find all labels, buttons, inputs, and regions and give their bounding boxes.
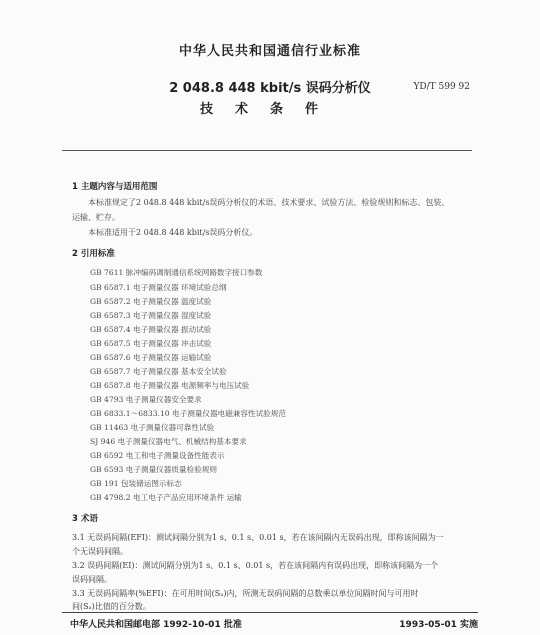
ref-item: GB 6587.3 电子测量仪器 湿度试验 xyxy=(90,311,212,320)
ref-item: GB 191 包装储运图示标志 xyxy=(90,479,182,488)
section1-heading: 1 主题内容与适用范围 xyxy=(72,182,158,192)
footer-divider xyxy=(62,612,478,613)
section1-para1-line1: 本标准规定了2 048.8 448 kbit/s误码分析仪的术语、技术要求、试验方法、检验规则和标志、包装、 xyxy=(88,198,450,207)
ref-item: GB 6833.1～6833.10 电子测量仪器电磁兼容性试验规范 xyxy=(90,409,286,418)
section2-heading: 2 引用标准 xyxy=(72,249,115,259)
term-3-3-line1: 3.3 无误码间隔率(%EFI)：在可用时间(Sₐ)内，所测无误码间隔的总数乘以单位间隔时间与可用时 xyxy=(72,589,419,598)
standard-title-line2: 技术条件 xyxy=(199,102,340,117)
standard-title-line1: 2 048.8 448 kbit/s 误码分析仪 xyxy=(169,81,371,96)
section1-para2: 本标准适用于2 048.8 448 kbit/s误码分析仪。 xyxy=(88,228,258,237)
ref-item: GB 6592 电工和电子测量设备性能表示 xyxy=(90,451,225,460)
ref-item: GB 11463 电子测量仪器可靠性试验 xyxy=(90,423,215,432)
org-title: 中华人民共和国通信行业标准 xyxy=(178,44,361,59)
ref-item: GB 6587.5 电子测量仪器 冲击试验 xyxy=(90,339,212,348)
term-3-2-line1: 3.2 误码间隔(EI)：测试间隔分别为1 s、0.1 s、0.01 s，若在该间隔内有误码出现，即称该间隔为一个 xyxy=(72,561,439,570)
term-3-3-line2: 间(Sₐ)比值的百分数。 xyxy=(72,602,151,611)
ref-item: GB 4798.2 电工电子产品应用环境条件 运输 xyxy=(90,493,242,502)
ref-item: GB 6587.6 电子测量仪器 运输试验 xyxy=(90,353,212,362)
standard-code: YD/T 599 92 xyxy=(413,82,470,92)
implementation-note: 1993-05-01 实施 xyxy=(399,620,478,630)
ref-item: GB 4793 电子测量仪器安全要求 xyxy=(90,395,202,404)
section3-heading: 3 术语 xyxy=(72,514,98,524)
ref-item: SJ 946 电子测量仪器电气、机械结构基本要求 xyxy=(90,437,247,446)
ref-item: GB 6587.8 电子测量仪器 电源频率与电压试验 xyxy=(90,381,250,390)
ref-item: GB 6587.7 电子测量仪器 基本安全试验 xyxy=(90,367,227,376)
term-3-1-line1: 3.1 无误码间隔(EFI)：测试间隔分别为1 s、0.1 s、0.01 s，若在该间隔内无误码出现，即称该间隔为一 xyxy=(72,533,444,542)
ref-item: GB 6587.4 电子测量仪器 振动试验 xyxy=(90,325,212,334)
ref-item: GB 6587.1 电子测量仪器 环境试验总纲 xyxy=(90,283,227,292)
section1-para1-line2: 运输、贮存。 xyxy=(72,213,120,222)
term-3-2-line2: 误码间隔。 xyxy=(72,575,112,584)
ref-item: GB 6587.2 电子测量仪器 温度试验 xyxy=(90,297,212,306)
header-divider xyxy=(62,150,472,151)
term-3-1-line2: 个无误码间隔。 xyxy=(72,547,128,556)
ref-item: GB 6593 电子测量仪器质量检验规则 xyxy=(90,465,217,474)
approval-note: 中华人民共和国邮电部 1992-10-01 批准 xyxy=(70,620,242,630)
ref-item: GB 7611 脉冲编码调制通信系统网路数字接口参数 xyxy=(90,268,263,277)
